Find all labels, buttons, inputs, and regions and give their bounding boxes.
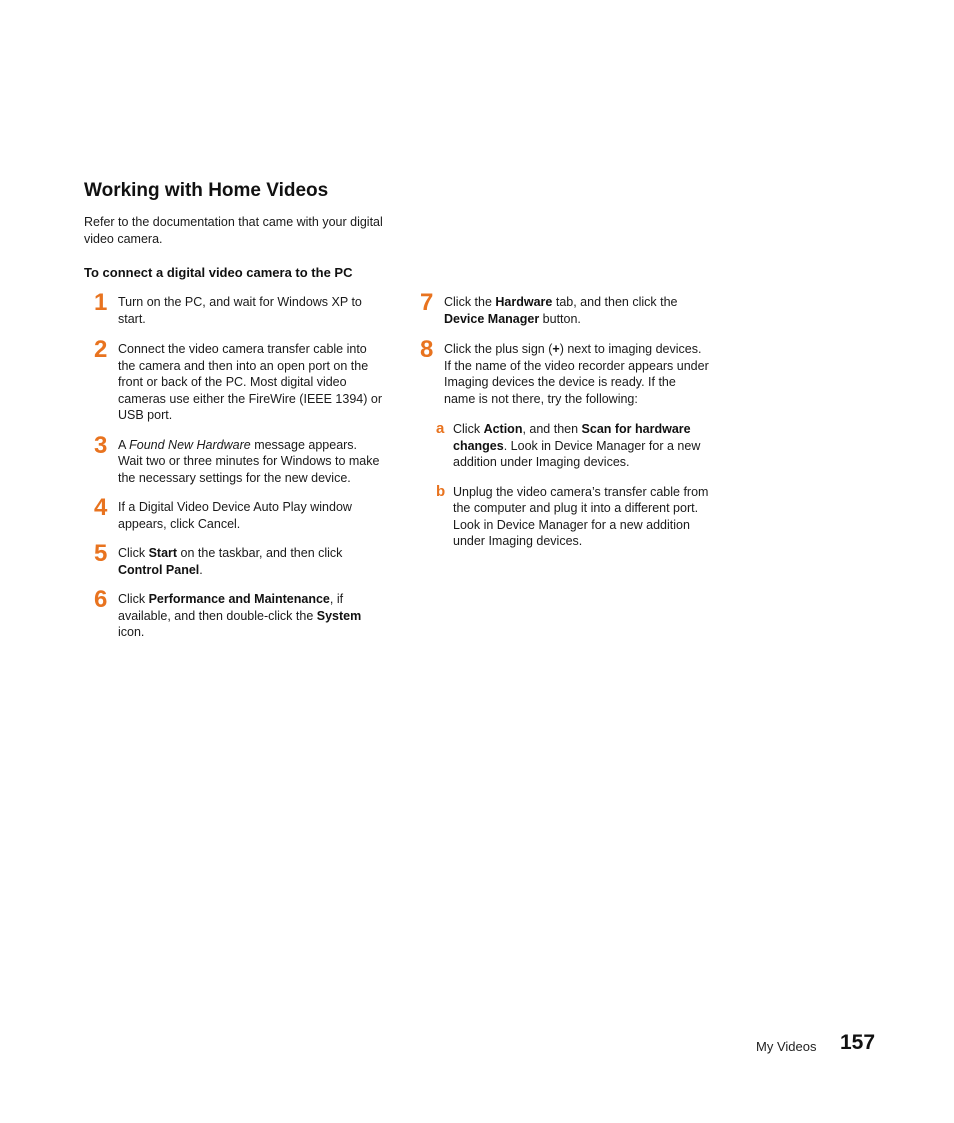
message-name: Found New Hardware bbox=[129, 437, 251, 452]
procedure-heading: To connect a digital video camera to the PC bbox=[84, 265, 353, 280]
step-8 bbox=[410, 336, 710, 407]
steps-column-left bbox=[84, 289, 384, 641]
substep-text: Click Action, and then Scan for hardware changes. Look in Device Manager for a new addition under Imaging devices. bbox=[453, 422, 701, 469]
step-text: Turn on the PC, and wait for Windows XP to start. bbox=[118, 295, 362, 326]
substep-b bbox=[436, 484, 710, 550]
step-4 bbox=[84, 494, 384, 532]
step-number: 5 bbox=[94, 540, 108, 567]
step-number: 8 bbox=[420, 336, 434, 363]
step-number: 4 bbox=[94, 494, 108, 521]
step-2 bbox=[84, 336, 384, 424]
substep-text: Unplug the video camera’s transfer cable from the computer and plug it into a different port. Look in Device Manager for a new addition under Imaging devices. bbox=[453, 484, 709, 548]
step-text: Click Start on the taskbar, and then click Control Panel. bbox=[118, 546, 343, 577]
footer-section-label: My Videos bbox=[756, 1039, 817, 1054]
step-text: Click the plus sign (+) next to imaging devices. If the name of the video recorder appears under Imaging devices the device is ready. If the name is not there, try the following: bbox=[444, 342, 709, 406]
step-number: 3 bbox=[94, 431, 108, 459]
step-6 bbox=[84, 586, 384, 641]
step-text: Connect the video camera transfer cable into the camera and then into an open port on the front or back of the PC. Most digital video cameras use either the FireWire (IEEE 1394) or USB port. bbox=[118, 342, 382, 422]
intro-paragraph: Refer to the documentation that came with your digital video camera. bbox=[84, 215, 383, 246]
substep-letter: b bbox=[436, 482, 446, 500]
step-number: 1 bbox=[94, 289, 108, 316]
step-3 bbox=[84, 431, 384, 487]
step-number: 2 bbox=[94, 336, 108, 363]
step-text: If a Digital Video Device Auto Play window appears, click Cancel. bbox=[118, 500, 352, 531]
page-number: 157 bbox=[840, 1031, 876, 1054]
steps-column-right bbox=[410, 289, 710, 550]
step-number: 7 bbox=[420, 289, 434, 316]
step-text: Click the Hardware tab, and then click the Device Manager button. bbox=[444, 295, 678, 326]
substep-letter: a bbox=[436, 420, 445, 437]
step-number: 6 bbox=[94, 586, 108, 613]
step-5 bbox=[84, 540, 384, 578]
step-text: A Found New Hardware message appears. Wait two or three minutes for Windows to make the necessary settings for the new device. bbox=[118, 437, 380, 485]
substep-a bbox=[436, 421, 710, 471]
section-heading: Working with Home Videos bbox=[84, 180, 329, 201]
step-1 bbox=[84, 289, 384, 327]
step-text: Click Performance and Maintenance, if available, and then double-click the System icon. bbox=[118, 592, 362, 639]
step-7 bbox=[410, 289, 710, 327]
